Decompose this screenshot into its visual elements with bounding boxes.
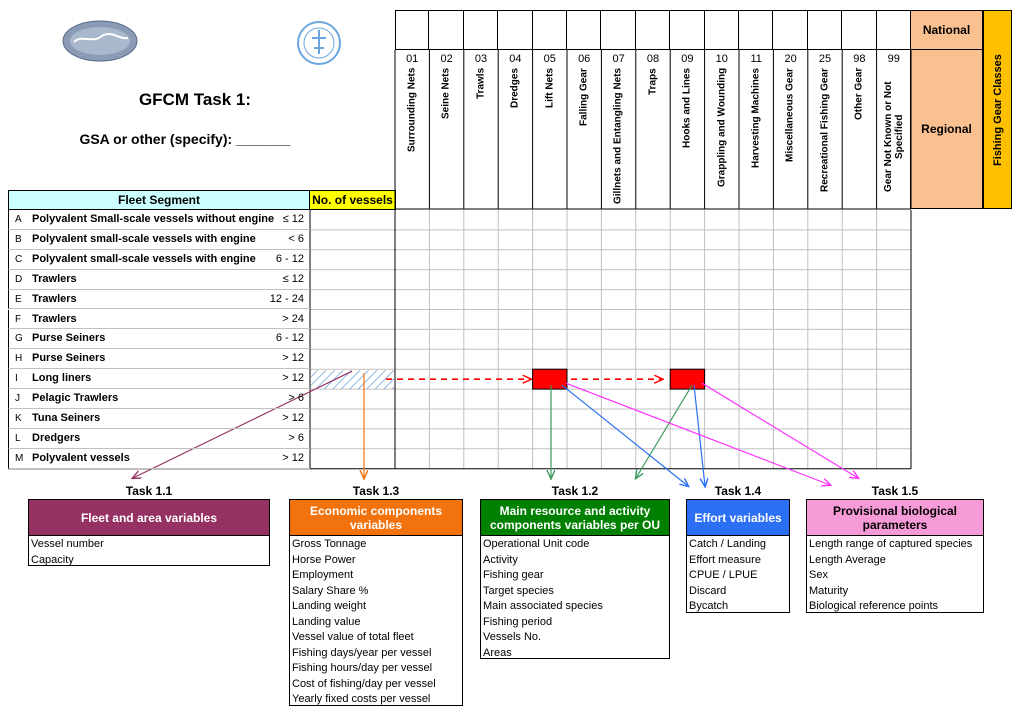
fleet-segment-header: Fleet Segment [8,190,310,210]
highlight-hooks-lines-cell [670,369,704,389]
fleet-row-name: Pelagic Trawlers [32,392,119,405]
fleet-row-size: > 6 [288,431,304,444]
gear-name: Gillnets and Entangling Nets [613,68,625,205]
task-1-1-list [28,536,270,566]
task-item: Fishing period [483,615,553,628]
gear-name: Surrounding Nets [406,68,418,153]
fleet-row-name: Purse Seiners [32,352,106,365]
fleet-row-name: Dredgers [32,431,81,444]
task-item: Cost of fishing/day per vessel [292,677,436,690]
gear-name: Harvesting Machines [750,68,762,169]
fleet-row-size: > 12 [282,451,304,464]
arrow-blue [562,385,688,486]
fleet-segment-row [8,230,310,250]
gear-name: Trawls [475,68,487,100]
fleet-row-letter: A [15,214,22,225]
fleet-row-name: Polyvalent small-scale vessels with engine [32,232,256,245]
highlight-lift-nets-cell [533,369,567,389]
gear-name: Recreational Fishing Gear [819,68,831,192]
fleet-row-size: > 12 [282,352,304,365]
task-1-1-title: Fleet and area variables [28,499,270,536]
task-1-4-label: Task 1.4 [714,484,762,498]
fleet-row-letter: C [15,253,23,265]
fleet-row-letter: B [15,233,22,245]
arrow-green [636,385,692,478]
fleet-row-name: Trawlers [32,272,77,285]
fleet-row-name: Long liners [32,372,92,385]
fleet-row-letter: I [15,373,18,385]
regional-label: Regional [910,50,983,209]
task-item: Biological reference points [809,600,939,612]
task-1-2-list [480,536,670,659]
fleet-row-name: Polyvalent Small-scale vessels without engine [32,213,275,225]
fleet-segment-row [8,389,310,409]
task-item: Maturity [809,584,849,597]
fleet-row-letter: G [15,333,23,345]
gear-code: 09 [681,53,694,65]
task-item: Yearly fixed costs per vessel [292,693,431,705]
task-item: Catch / Landing [689,538,767,550]
gear-code: 11 [750,53,762,65]
gear-code: 10 [715,53,728,65]
fleet-row-letter: F [15,313,22,325]
task-item: Salary Share % [292,584,369,597]
task-1-5-list [806,536,984,613]
fleet-segment-row [8,270,310,290]
fleet-segment-row [8,310,310,330]
task-item: Landing value [292,615,361,628]
task-item: Landing weight [292,600,367,612]
task-1-3-title: Economic components variables [289,499,463,536]
fleet-row-size: < 6 [288,232,304,245]
fleet-segment-row [8,250,310,270]
gear-code: 06 [578,53,591,65]
no-of-vessels-header: No. of vessels [309,190,396,210]
arrow-magenta [702,383,858,478]
page-title: GFCM Task 1: [138,90,252,109]
fleet-segment-row [8,349,310,369]
fleet-row-name: Polyvalent small-scale vessels with engine [32,252,256,265]
task-item: Capacity [31,553,74,566]
gear-name: Hooks and Lines [681,68,693,149]
gear-name: Falling Gear [578,68,590,126]
fleet-row-letter: L [15,432,21,444]
gear-code: 01 [406,53,419,65]
task-item: Sex [809,569,828,581]
task-item: Areas [483,646,512,659]
task-item: Employment [292,569,354,581]
task-item: Vessel value of total fleet [292,631,414,643]
fleet-row-size: > 12 [282,412,304,424]
fleet-row-letter: D [15,273,23,285]
fleet-row-letter: H [15,353,23,365]
area-subtitle: GSA or other (specify): _______ [79,131,291,147]
gear-name: Grappling and Wounding [716,68,728,188]
task-item: Length Average [809,553,886,566]
gear-name: Miscellaneous Gear [785,68,797,162]
fleet-row-size: ≤ 12 [282,213,304,225]
gear-code: 98 [853,53,866,65]
task-1-4-list [686,536,790,613]
task-item: Fishing hours/day per vessel [292,662,433,674]
gear-code: 08 [646,53,660,65]
arrow-magenta [566,383,830,485]
fleet-row-letter: M [15,452,24,464]
fleet-row-letter: K [15,413,22,424]
fleet-segment-row [8,429,310,449]
fleet-row-name: Purse Seiners [32,332,106,345]
fleet-segment-row [8,449,310,469]
fleet-row-size: 6 - 12 [275,252,304,265]
fleet-segment-row [8,210,310,230]
fleet-segment-row [8,329,310,349]
gear-name: Dredges [509,68,521,109]
task-item: Gross Tonnage [292,538,367,550]
task-1-1-label: Task 1.1 [125,484,173,498]
task-1-4-title: Effort variables [686,499,790,536]
task-item: Bycatch [689,600,729,612]
fleet-row-size: > 12 [282,372,304,385]
task-item: Fishing days/year per vessel [292,646,432,659]
fleet-row-size: 6 - 12 [275,332,304,345]
task-item: Fishing gear [483,569,544,581]
task-item: Length range of captured species [809,538,973,550]
task-item: Vessel number [31,538,104,550]
gear-code: 07 [612,53,625,65]
gear-code: 05 [543,53,556,65]
gear-name: Lift Nets [544,68,556,108]
task-1-2-label: Task 1.2 [551,484,599,498]
fleet-row-size: 12 - 24 [269,292,304,305]
national-label: National [910,10,983,50]
task-item: Horse Power [292,553,356,566]
task-1-2-title: Main resource and activity components variables per OU [480,499,670,536]
task-item: Activity [483,553,518,566]
gear-code: 99 [887,53,900,65]
task-1-3-label: Task 1.3 [352,484,400,498]
gear-code: 04 [509,53,522,65]
gear-name: Traps [647,68,659,95]
gear-name: Other Gear [853,68,865,121]
task-item: Main associated species [483,600,603,612]
gear-name: Gear Not Known or Not Specified [882,81,905,192]
gear-name: Seine Nets [441,68,453,120]
gear-code: 02 [440,53,453,65]
task-item: Vessels No. [483,631,542,643]
fleet-row-name: Tuna Seiners [32,412,101,424]
gear-code: 03 [474,53,488,65]
task-1-5-title: Provisional biological parameters [806,499,984,536]
task-item: Target species [483,584,554,597]
gear-code: 25 [818,53,832,65]
task-item: Effort measure [689,553,761,566]
fleet-segment-row [8,290,310,310]
task-item: Discard [689,584,727,597]
fleet-row-size: ≤ 12 [282,272,304,285]
fleet-row-name: Trawlers [32,312,77,325]
fleet-row-letter: E [15,293,22,305]
fleet-segment-row [8,369,310,389]
gear-code: 20 [784,53,797,65]
fleet-row-name: Trawlers [32,292,77,305]
fleet-row-name: Polyvalent vessels [32,451,130,464]
fishing-gear-classes-label: Fishing Gear Classes [983,10,1012,209]
fleet-segment-row [8,409,310,429]
fleet-row-size: > 6 [288,392,304,405]
vessels-hatched-cell [311,370,394,389]
task-item: Operational Unit code [483,538,590,550]
task-item: CPUE / LPUE [689,569,758,581]
task-1-3-list [289,536,463,706]
fleet-row-size: > 24 [282,312,304,325]
fleet-row-letter: J [15,393,20,405]
task-1-5-label: Task 1.5 [871,484,919,498]
